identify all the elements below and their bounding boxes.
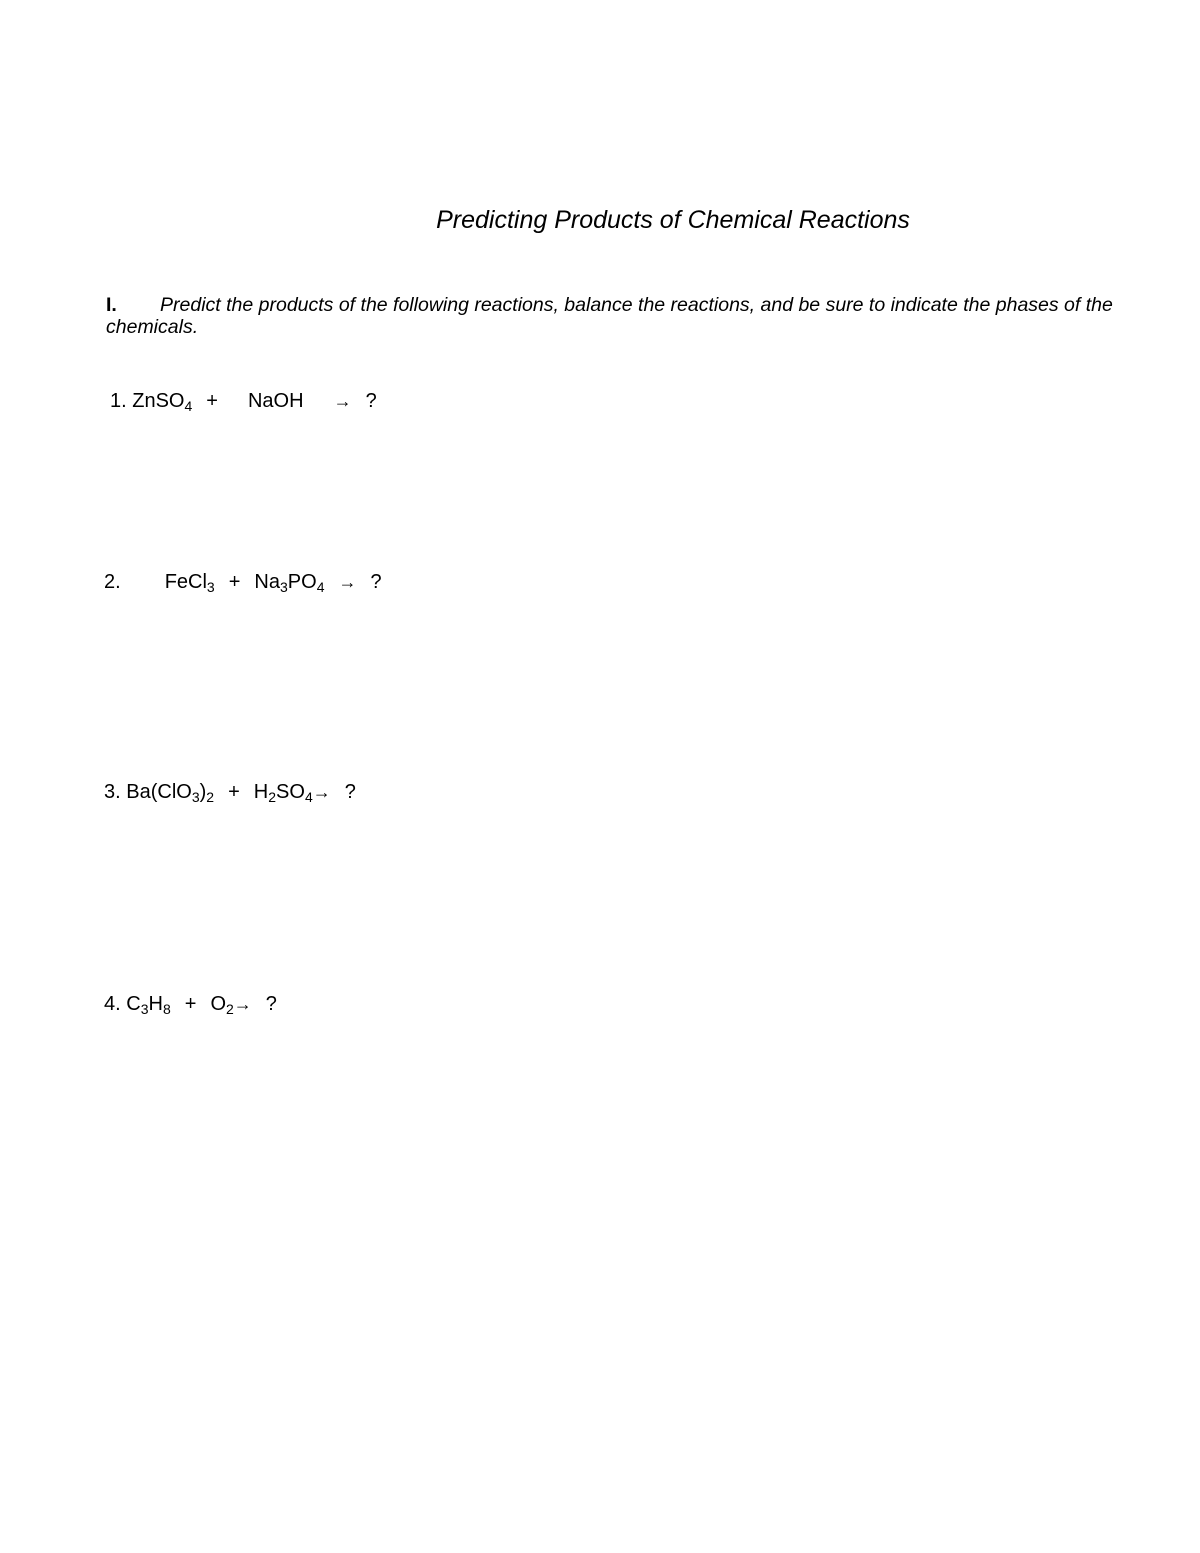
question-2 (104, 571, 382, 594)
reaction-arrow-icon: → (312, 782, 331, 802)
reactant-formula: $Na_3PO_4$ (254, 571, 325, 595)
products-placeholder: ? (265, 993, 277, 1015)
question-number: 1. (110, 390, 127, 412)
reactant-formula: $Ba(ClO_3)_2$ (126, 781, 215, 805)
reactant-formula: $C_3H_8$ (126, 993, 171, 1017)
reaction-arrow-icon: → (338, 572, 357, 592)
reaction-arrow-icon: → (333, 391, 352, 411)
plus-sign: + (184, 993, 197, 1015)
plus-sign: + (228, 781, 240, 803)
products-placeholder: ? (370, 571, 382, 593)
question-number: 3. (104, 781, 121, 803)
products-placeholder: ? (344, 781, 356, 803)
question-number: 2. (104, 571, 121, 593)
question-1 (110, 390, 377, 413)
plus-sign: + (228, 571, 241, 593)
products-placeholder: ? (365, 390, 377, 412)
reactant-formula: $O_2$ (210, 993, 234, 1017)
reactant-formula: NaOH (247, 390, 304, 412)
reaction-arrow-icon: → (233, 994, 252, 1014)
page-title: Predicting Products of Chemical Reactions (436, 206, 910, 234)
question-4 (104, 993, 277, 1016)
question-3 (104, 781, 356, 804)
section-instructions (106, 294, 1166, 338)
reactant-formula: ZnSO$_4$ (132, 390, 193, 414)
instructions-text: Predict the products of the following reactions, balance the reactions, and be sure to indicate the phases of the chemicals. (106, 294, 1113, 338)
question-number: 4. (104, 993, 121, 1015)
reactant-formula: FeCl$_3$ (164, 571, 215, 595)
section-numeral: I. (106, 294, 117, 316)
reactant-formula: $H_2SO_4$ (253, 781, 313, 805)
plus-sign: + (206, 390, 218, 412)
